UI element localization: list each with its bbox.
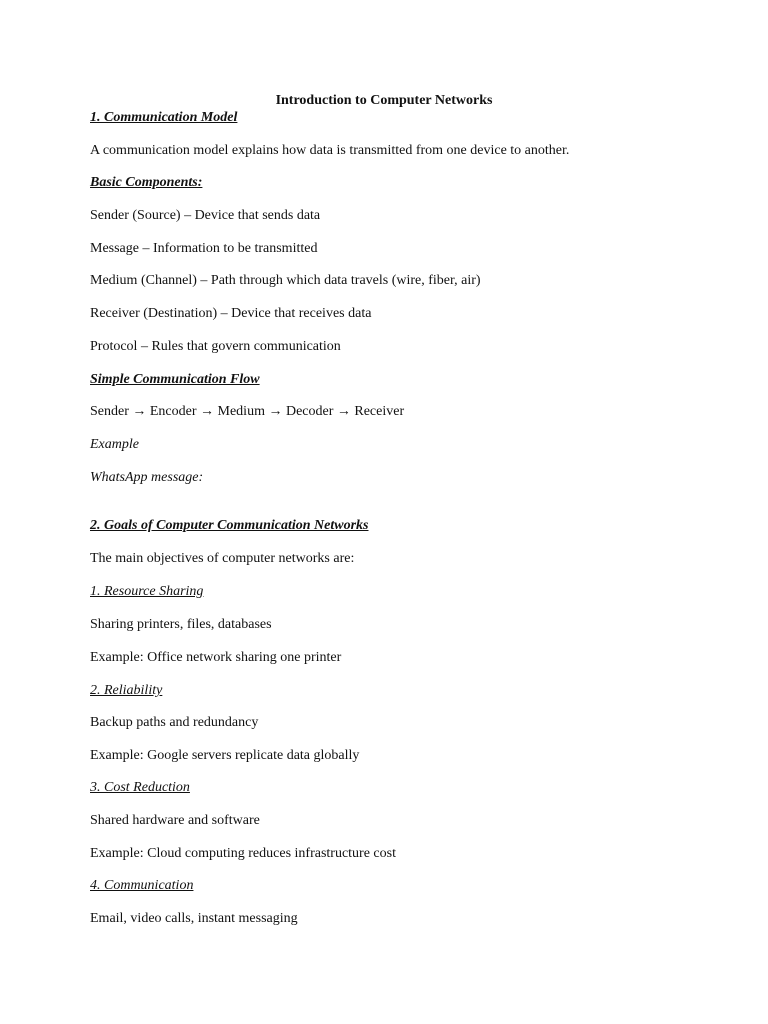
goal-example: Example: Office network sharing one printer xyxy=(90,650,342,665)
component-item: Protocol – Rules that govern communication xyxy=(90,339,341,354)
goal-heading: 4. Communication xyxy=(90,878,194,893)
goal-example: Example: Cloud computing reduces infrastructure cost xyxy=(90,846,396,861)
goal-heading: 1. Resource Sharing xyxy=(90,584,204,599)
example-text: WhatsApp message: xyxy=(90,470,204,485)
goal-heading: 3. Cost Reduction xyxy=(90,780,190,795)
goal-description: Email, video calls, instant messaging xyxy=(90,911,298,926)
document-title: Introduction to Computer Networks xyxy=(275,93,493,108)
goal-description: Backup paths and redundancy xyxy=(90,715,259,730)
goal-heading: 2. Reliability xyxy=(90,683,163,698)
section-intro: The main objectives of computer networks are: xyxy=(90,551,355,566)
example-label: Example xyxy=(90,437,139,452)
goal-example: Example: Google servers replicate data globally xyxy=(90,748,360,763)
component-item: Message – Information to be transmitted xyxy=(90,241,318,256)
section-intro: A communication model explains how data is transmitted from one device to another. xyxy=(90,143,570,158)
goal-description: Sharing printers, files, databases xyxy=(90,617,272,632)
section-heading-communication-model: 1. Communication Model xyxy=(90,110,238,125)
section-heading-goals: 2. Goals of Computer Communication Networks xyxy=(90,518,369,533)
component-item: Sender (Source) – Device that sends data xyxy=(90,208,321,223)
component-item: Receiver (Destination) – Device that receives data xyxy=(90,306,372,321)
components-heading: Basic Components: xyxy=(90,175,203,190)
goal-description: Shared hardware and software xyxy=(90,813,260,828)
flow-heading: Simple Communication Flow xyxy=(90,372,260,387)
component-item: Medium (Channel) – Path through which data travels (wire, fiber, air) xyxy=(90,273,481,288)
communication-flow: Sender → Encoder → Medium → Decoder → Receiver xyxy=(90,404,405,419)
